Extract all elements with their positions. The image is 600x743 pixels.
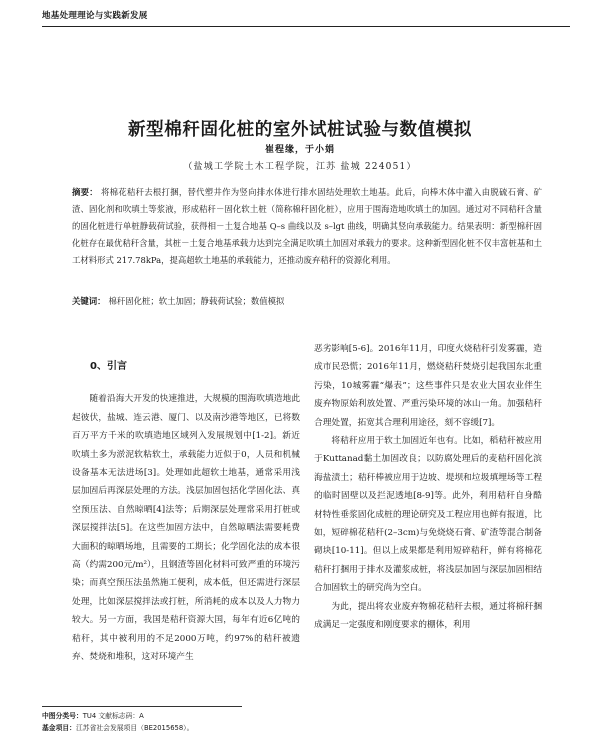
keywords-label: 关键词：	[72, 296, 106, 306]
body-paragraph-2: 恶劣影响[5-6]。2016年11月，印度火烧秸秆引发雾霾，造成市民恐慌；2016年11月，燃烧秸秆焚烧引起我国东北重污染，10城雾霾“爆表”；这些事件只是农业大国农业伴生废弃物原始利放处置、严重污染环境的冰山一角。加强秸秆合理处置，拓宽其合理利用途径，刻不容缓[7]。	[314, 344, 542, 428]
header-rule	[42, 26, 570, 27]
fund-label: 基金项目：	[42, 724, 76, 732]
article-authors: 崔程缘，于小娟	[264, 145, 335, 155]
abstract-label: 摘要：	[72, 187, 98, 197]
article-affiliation: （盐城工学院土木工程学院，江苏 盐城 224051）	[183, 162, 417, 172]
classification-label: 中图分类号：	[42, 712, 83, 720]
abstract-block	[72, 184, 542, 269]
keywords-text: 棉秆固化桩；软土加固；静载荷试验；数值模拟	[108, 296, 285, 306]
article-title: 新型棉秆固化桩的室外试桩试验与数值模拟	[128, 120, 472, 140]
body-paragraph-3: 将秸秆应用于软土加固近年也有。比如，稻秸秆被应用于Kuttanad黏土加固改良；以防腐处理后的麦秸秆固化滨海盐渍土；秸秆棒被应用于边坡、堤坝和垃圾填埋场等工程的临时固壁以及拦泥透地[8-9]等。此外，利用秸秆自身酷材特性垂浆固化成桩的理论研究及工程应用也鲜有报道，比如，短碎棉花秸秆(2–3cm)与免烧烧石膏、矿渣等混合制备砌块[10-11]。但以上成果都是利用短碎秸秆，鲜有将棉花秸秆打捆用于排水及灌浆成桩，将浅层加固与深层加固相结合加固软土的研究尚为空白。	[314, 436, 542, 594]
classification-value: TU4 文献标志码：A	[82, 712, 144, 720]
footnote-block	[42, 710, 193, 734]
left-column	[72, 340, 300, 667]
body-paragraph-4: 为此，提出将农业废弃物棉花秸秆去根，通过将棉秆捆成满足一定强度和刚度要求的棚体，利用	[314, 601, 542, 631]
footnote-fund	[42, 722, 193, 734]
body-paragraph-1: 随着沿海大开发的快速推进，大规模的围海吹填造地此起彼伏，盐城、连云港、厦门、以及南沙港等地区，已将数百万平方千米的吹填造地区域列入发展规划中[1-2]。新近吹填土多为淤泥软粘软土，承载能力近似于0，人员和机械设备基本无法进场[3]。处理如此超软土地基，通常采用浅层加固后再深层处理的方法。浅层加固包括化学固化法、真空预压法、自然晾晒[4]法等；后期深层处理常采用打桩或深层搅拌法[5]。在这些加固方法中，自然晾晒法需要耗费大面积的晾晒场地，且需要的工期长；化学固化法的成本很高（约需200元/m²），且钢渣等固化材料可致严重的环境污染；而真空预压法虽然施工便利，成本低，但还需进行深层处理，比如深层搅拌法或打桩，所消耗的成本以及人力物力较大。另一方面，我国是秸秆资源大国，每年有近6亿吨的秸秆，其中被利用的不足2000万吨，约97%的秸秆被遗弃、焚烧和堆积，这对环境产生	[72, 394, 300, 663]
section-heading-introduction: 0、引言	[90, 361, 127, 372]
keywords-block	[72, 294, 542, 308]
footnote-classification	[42, 710, 193, 722]
fund-value: 江苏省社会发展项目（BE2015658）。	[75, 724, 194, 732]
abstract-text: 将棉花秸秆去根打捆，替代塑井作为竖向排水体进行排水固结处理软土地基。此后，向棒木体中灌入由脱硫石膏、矿渣、固化剂和吹填土等浆液，形成秸秆－固化软土桩（简称棉秆固化桩），应用于围海造地吹填土的加固。通过对不同秸秆含量的固化桩进行单桩静载荷试验，获得相－土复合地基 Q–s 曲线以及 s–lgt 曲线，明确其竖向承载能力。结果表明：新型棉秆固化桩存在最优秸秆含量，其桩－土复合地基承载力达到完全满足吹填土加固对承载力的要求。这种新型固化桩不仅丰富桩基和土工材料形式 217.78kPa，提高超软土地基的承载能力，还推动废弃秸秆的资源化利用。	[72, 187, 543, 265]
journal-section-header: 地基处理理论与实践新发展	[42, 11, 148, 21]
right-column	[314, 340, 542, 635]
footnote-rule	[42, 706, 242, 707]
